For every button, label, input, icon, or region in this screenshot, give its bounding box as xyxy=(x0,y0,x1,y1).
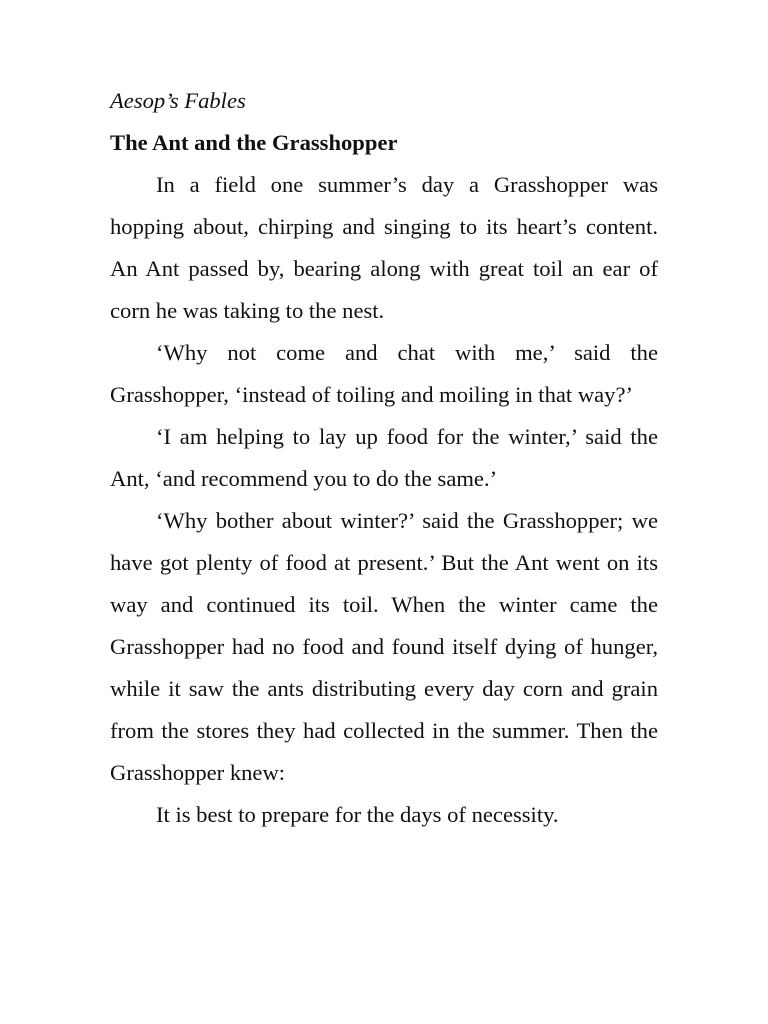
paragraph-5: It is best to prepare for the days of necessity. xyxy=(156,802,559,827)
paragraph-3: ‘I am helping to lay up food for the winter,’ said the Ant, ‘and recommend you to do the same.’ xyxy=(110,424,658,491)
document-text xyxy=(110,80,658,836)
book-title: Aesop’s Fables xyxy=(110,88,246,113)
paragraph-1: In a field one summer’s day a Grasshopper was hopping about, chirping and singing to its heart’s content. An Ant passed by, bearing along with great toil an ear of corn he was taking to the nest. xyxy=(110,172,658,323)
paragraph-2: ‘Why not come and chat with me,’ said the Grasshopper, ‘instead of toiling and moiling in that way?’ xyxy=(110,340,658,407)
story-title: The Ant and the Grasshopper xyxy=(110,130,398,155)
paragraph-4: ‘Why bother about winter?’ said the Grasshopper; we have got plenty of food at present.’ But the Ant went on its way and continued its toil. When the winter came the Grasshopper had no food and found itself dying of hunger, while it saw the ants distributing every day corn and grain from the stores they had collected in the summer. Then the Grasshopper knew: xyxy=(110,508,658,785)
